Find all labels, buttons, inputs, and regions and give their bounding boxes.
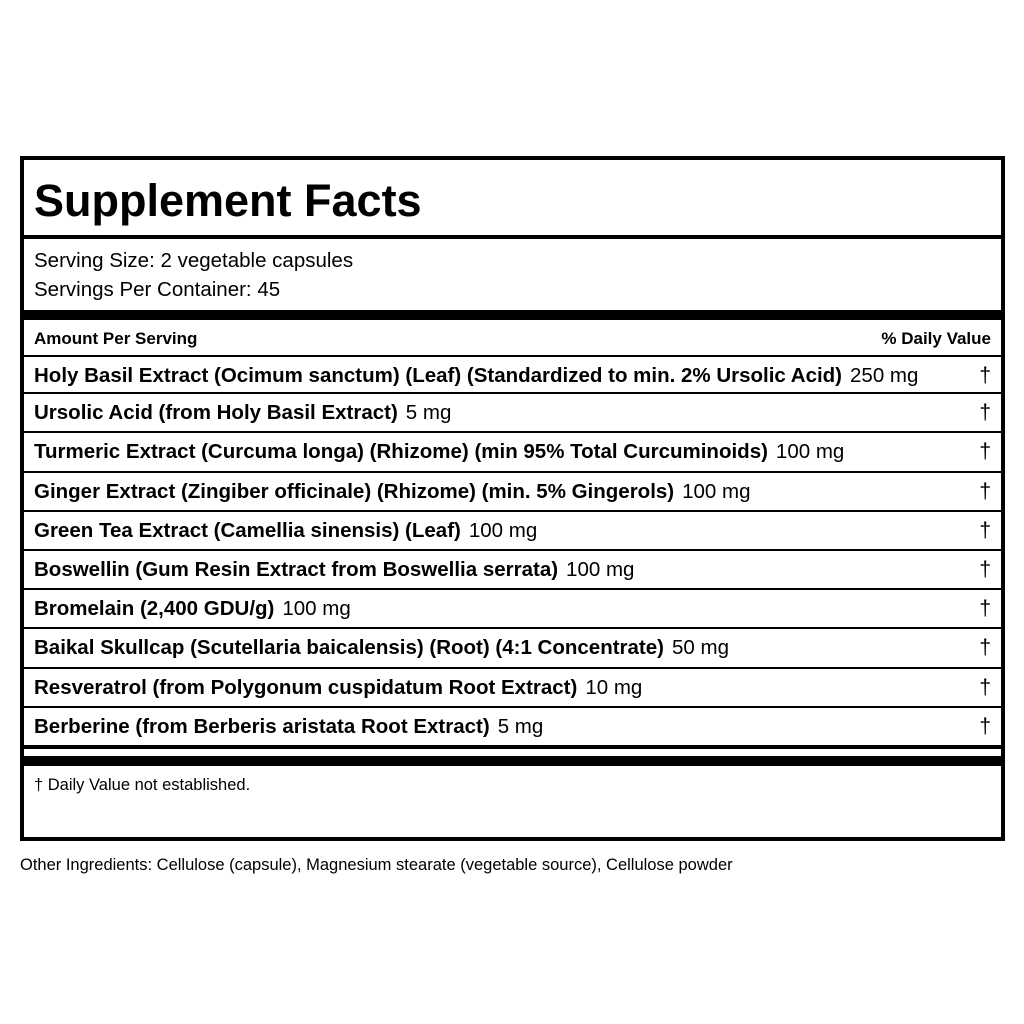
ingredient-row — [24, 394, 1001, 433]
ingredient-row — [24, 629, 1001, 668]
daily-value-dagger: † — [979, 479, 991, 503]
ingredient-name: Turmeric Extract (Curcuma longa) (Rhizome) (min 95% Total Curcuminoids) — [34, 440, 768, 464]
ingredient-text — [34, 439, 844, 465]
ingredient-name: Green Tea Extract (Camellia sinensis) (Leaf) — [34, 518, 461, 542]
serving-size: Serving Size: 2 vegetable capsules — [34, 249, 354, 272]
ingredient-amount: 100 mg — [282, 597, 351, 621]
ingredient-row — [24, 551, 1001, 590]
ingredient-row — [24, 512, 1001, 551]
ingredient-amount: 250 mg — [850, 364, 919, 387]
ingredient-text — [34, 596, 351, 622]
ingredient-text — [34, 363, 918, 389]
panel-title: Supplement Facts — [34, 175, 422, 226]
daily-value-dagger: † — [979, 675, 991, 699]
ingredient-name: Berberine (from Berberis aristata Root Extract) — [34, 714, 490, 738]
daily-value-dagger: † — [979, 636, 991, 660]
footnote: † Daily Value not established. — [34, 776, 251, 794]
daily-value-header: % Daily Value — [881, 329, 991, 348]
ingredient-text — [34, 675, 642, 701]
ingredient-text — [34, 635, 729, 661]
daily-value-dagger: † — [979, 597, 991, 621]
ingredient-amount: 100 mg — [775, 440, 845, 464]
ingredient-amount: 100 mg — [566, 557, 635, 581]
ingredient-text — [34, 714, 543, 740]
ingredient-name: Ginger Extract (Zingiber officinale) (Rhizome) (min. 5% Gingerols) — [34, 479, 675, 503]
daily-value-dagger: † — [979, 364, 991, 387]
ingredient-row — [24, 590, 1001, 629]
ingredient-text — [34, 479, 751, 505]
ingredient-row — [24, 433, 1001, 472]
ingredient-text — [34, 518, 537, 544]
daily-value-dagger: † — [979, 518, 991, 542]
ingredient-amount: 5 mg — [497, 714, 544, 738]
thick-divider-bottom — [24, 756, 1001, 766]
ingredient-row — [24, 669, 1001, 708]
servings-per-container: Servings Per Container: 45 — [34, 278, 281, 301]
amount-per-serving-header: Amount Per Serving — [34, 329, 198, 348]
daily-value-dagger: † — [979, 440, 991, 464]
other-ingredients: Other Ingredients: Cellulose (capsule), Magnesium stearate (vegetable source), Cellulose powder — [20, 856, 733, 874]
ingredient-amount: 5 mg — [405, 401, 452, 425]
daily-value-dagger: † — [979, 557, 991, 581]
ingredient-amount: 100 mg — [468, 518, 538, 542]
thick-divider-top — [24, 310, 1001, 320]
ingredient-amount: 100 mg — [682, 479, 751, 503]
ingredient-row — [24, 473, 1001, 512]
thin-divider-bottom — [24, 747, 1001, 749]
ingredient-name: Baikal Skullcap (Scutellaria baicalensis) (Root) (4:1 Concentrate) — [34, 636, 664, 660]
ingredient-name: Holy Basil Extract (Ocimum sanctum) (Leaf) (Standardized to min. 2% Ursolic Acid) — [34, 364, 843, 387]
ingredient-amount: 10 mg — [585, 675, 643, 699]
ingredient-amount: 50 mg — [672, 636, 729, 660]
ingredient-row — [24, 708, 1001, 747]
ingredient-name: Resveratrol (from Polygonum cuspidatum Root Extract) — [34, 675, 578, 699]
ingredient-text — [34, 557, 634, 583]
daily-value-dagger: † — [979, 401, 991, 425]
title-divider — [24, 235, 1001, 239]
ingredient-name: Ursolic Acid (from Holy Basil Extract) — [34, 401, 398, 425]
ingredient-row — [24, 355, 1001, 394]
ingredient-text — [34, 400, 451, 426]
ingredient-name: Boswellin (Gum Resin Extract from Boswellia serrata) — [34, 557, 559, 581]
ingredient-table — [24, 355, 1001, 747]
ingredient-name: Bromelain (2,400 GDU/g) — [34, 597, 275, 621]
daily-value-dagger: † — [979, 714, 991, 738]
supplement-facts-panel — [20, 156, 1005, 841]
